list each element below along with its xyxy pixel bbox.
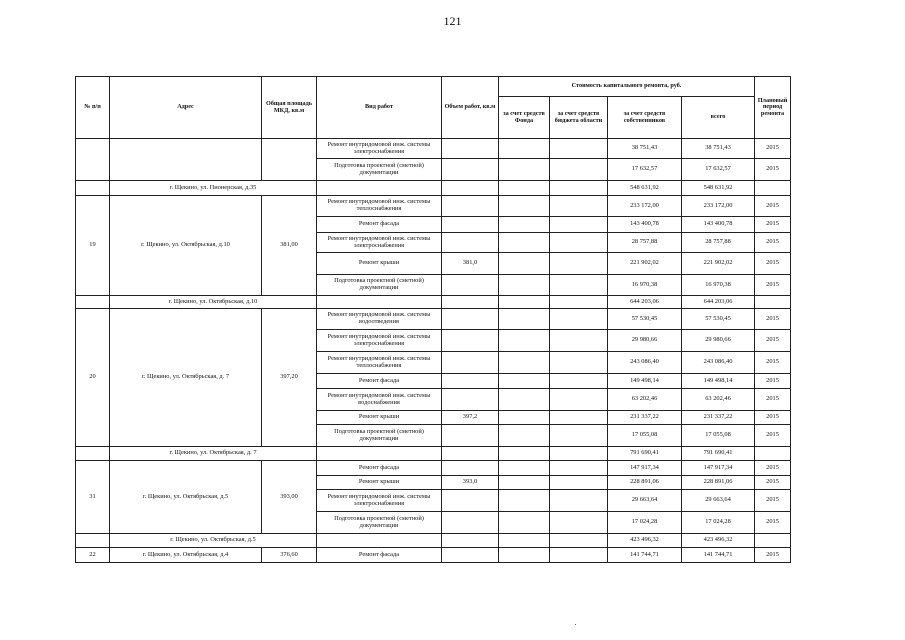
cell-total: 149 498,14: [682, 374, 755, 389]
header-budget: за счет средств бюджета области: [550, 97, 608, 139]
cell-owners: 143 400,78: [608, 217, 682, 233]
cell-work: Ремонт внутридомовой инж. системы электроснабжения: [317, 139, 442, 159]
cell-num: [76, 534, 110, 548]
cell-budget: [550, 447, 608, 461]
cell-fund: [499, 352, 550, 374]
cell-area: 397,20: [262, 309, 317, 447]
cell-budget: [550, 196, 608, 217]
cell-volume: [442, 425, 499, 447]
cell-work: Подготовка проектной (сметной) документации: [317, 425, 442, 447]
table-row: [76, 461, 791, 476]
cell-fund: [499, 181, 550, 196]
cell-owners: 57 530,45: [608, 309, 682, 330]
cell-budget: [550, 461, 608, 476]
cell-total: 221 902,02: [682, 253, 755, 275]
cell-work: Подготовка проектной (сметной) документации: [317, 159, 442, 181]
cell-fund: [499, 253, 550, 275]
cell-budget: [550, 548, 608, 563]
cell-budget: [550, 330, 608, 352]
cell-work: [317, 296, 442, 309]
cell-area: [262, 139, 317, 181]
cell-address: г. Щекино, ул. Октябрьская, д.10: [110, 196, 262, 296]
header-volume: Объем работ, кв.м: [442, 77, 499, 139]
cell-period: 2015: [755, 330, 791, 352]
cell-owners: 17 024,28: [608, 512, 682, 534]
cell-total: 141 744,71: [682, 548, 755, 563]
header-owners: за счет средств собственников: [608, 97, 682, 139]
cell-volume: [442, 309, 499, 330]
table-row: [76, 139, 791, 159]
cell-period: 2015: [755, 352, 791, 374]
subtotal-address: г. Щекино, ул. Октябрьская, д.10: [110, 296, 317, 309]
cell-total: 57 530,45: [682, 309, 755, 330]
header-num: № п/п: [76, 77, 110, 139]
cell-budget: [550, 181, 608, 196]
header-period: Плановый период ремонта: [755, 77, 791, 139]
cell-volume: [442, 374, 499, 389]
cell-fund: [499, 217, 550, 233]
cell-budget: [550, 476, 608, 490]
cell-fund: [499, 296, 550, 309]
cell-budget: [550, 425, 608, 447]
scan-speck: [575, 624, 576, 625]
header-total: всего: [682, 97, 755, 139]
cell-fund: [499, 196, 550, 217]
cell-num: 31: [76, 461, 110, 534]
subtotal-row: [76, 296, 791, 309]
cell-total: 228 891,06: [682, 476, 755, 490]
cell-period: 2015: [755, 490, 791, 512]
cell-volume: 381,0: [442, 253, 499, 275]
cell-total: 38 751,43: [682, 139, 755, 159]
cell-volume: [442, 461, 499, 476]
cell-period: 2015: [755, 309, 791, 330]
cell-volume: [442, 447, 499, 461]
subtotal-row: [76, 181, 791, 196]
subtotal-total: 423 496,32: [682, 534, 755, 548]
cell-period: [755, 447, 791, 461]
cell-volume: 393,0: [442, 476, 499, 490]
cell-budget: [550, 296, 608, 309]
cell-owners: 29 980,66: [608, 330, 682, 352]
cell-fund: [499, 139, 550, 159]
cell-total: 233 172,00: [682, 196, 755, 217]
cell-owners: 17 055,08: [608, 425, 682, 447]
cell-budget: [550, 374, 608, 389]
cell-budget: [550, 217, 608, 233]
cell-volume: [442, 548, 499, 563]
cell-area: 376,60: [262, 548, 317, 563]
table-row: [76, 309, 791, 330]
subtotal-owners: 423 496,32: [608, 534, 682, 548]
cell-total: 17 632,57: [682, 159, 755, 181]
cell-fund: [499, 548, 550, 563]
cell-num: [76, 447, 110, 461]
cell-address: г. Щекино, ул. Октябрьская, д.5: [110, 461, 262, 534]
cell-fund: [499, 159, 550, 181]
cell-fund: [499, 476, 550, 490]
cell-work: Ремонт внутридомовой инж. системы водоотведения: [317, 309, 442, 330]
subtotal-row: [76, 447, 791, 461]
cell-period: 2015: [755, 548, 791, 563]
cell-owners: 221 902,02: [608, 253, 682, 275]
page-number: 121: [443, 14, 462, 28]
header-cost-group: Стоимость капитального ремонта, руб.: [499, 77, 755, 97]
cell-fund: [499, 411, 550, 425]
cell-work: Подготовка проектной (сметной) документации: [317, 275, 442, 296]
repair-cost-table: [75, 76, 791, 563]
cell-owners: 228 891,06: [608, 476, 682, 490]
cell-period: 2015: [755, 139, 791, 159]
cell-num: 19: [76, 196, 110, 296]
cell-volume: [442, 139, 499, 159]
cell-total: 17 024,28: [682, 512, 755, 534]
cell-total: 63 202,46: [682, 389, 755, 411]
cell-fund: [499, 233, 550, 253]
table-row: [76, 548, 791, 563]
cell-work: Ремонт фасада: [317, 217, 442, 233]
cell-owners: 233 172,00: [608, 196, 682, 217]
cell-period: 2015: [755, 512, 791, 534]
cell-work: Ремонт фасада: [317, 461, 442, 476]
cell-total: 17 055,08: [682, 425, 755, 447]
cell-work: Ремонт крыши: [317, 476, 442, 490]
cell-work: Ремонт внутридомовой инж. системы электроснабжения: [317, 490, 442, 512]
cell-work: Ремонт фасада: [317, 548, 442, 563]
cell-period: [755, 296, 791, 309]
cell-owners: 38 751,43: [608, 139, 682, 159]
cell-owners: 28 757,88: [608, 233, 682, 253]
cell-work: Ремонт внутридомовой инж. системы водоснабжения: [317, 389, 442, 411]
cell-total: 28 757,88: [682, 233, 755, 253]
cell-owners: 16 970,38: [608, 275, 682, 296]
cell-fund: [499, 534, 550, 548]
header-fund: за счет средств Фонда: [499, 97, 550, 139]
cell-budget: [550, 275, 608, 296]
header-address: Адрес: [110, 77, 262, 139]
cell-budget: [550, 233, 608, 253]
cell-work: Ремонт внутридомовой инж. системы электроснабжения: [317, 233, 442, 253]
cell-address: г. Щекино, ул. Октябрьская, д. 7: [110, 309, 262, 447]
cell-period: 2015: [755, 275, 791, 296]
cell-budget: [550, 512, 608, 534]
subtotal-owners: 644 203,06: [608, 296, 682, 309]
cell-budget: [550, 253, 608, 275]
cell-fund: [499, 447, 550, 461]
cell-num: [76, 296, 110, 309]
cell-fund: [499, 330, 550, 352]
cell-budget: [550, 159, 608, 181]
cell-owners: 149 498,14: [608, 374, 682, 389]
cell-volume: [442, 352, 499, 374]
cell-num: 20: [76, 309, 110, 447]
cell-budget: [550, 490, 608, 512]
cell-owners: 243 086,40: [608, 352, 682, 374]
cell-total: 29 980,66: [682, 330, 755, 352]
cell-num: [76, 139, 110, 181]
cell-fund: [499, 425, 550, 447]
header-area: Общая площадь МКД, кв.м: [262, 77, 317, 139]
cell-volume: [442, 181, 499, 196]
cell-area: 393,00: [262, 461, 317, 534]
cell-budget: [550, 139, 608, 159]
cell-fund: [499, 490, 550, 512]
cell-total: 243 086,40: [682, 352, 755, 374]
cell-total: 143 400,78: [682, 217, 755, 233]
cell-volume: [442, 159, 499, 181]
cell-address: [110, 139, 262, 181]
cell-owners: 147 917,34: [608, 461, 682, 476]
header-row-top: [76, 77, 791, 97]
cell-volume: 397,2: [442, 411, 499, 425]
cell-budget: [550, 534, 608, 548]
cell-work: Ремонт внутридомовой инж. системы теплоснабжения: [317, 352, 442, 374]
cell-owners: 141 744,71: [608, 548, 682, 563]
cell-owners: 231 337,22: [608, 411, 682, 425]
cell-num: [76, 181, 110, 196]
cell-period: 2015: [755, 233, 791, 253]
cell-work: Ремонт внутридомовой инж. системы теплоснабжения: [317, 196, 442, 217]
cell-period: 2015: [755, 196, 791, 217]
subtotal-total: 791 690,41: [682, 447, 755, 461]
cell-total: 29 663,64: [682, 490, 755, 512]
cell-period: 2015: [755, 217, 791, 233]
cell-num: 22: [76, 548, 110, 563]
cell-fund: [499, 389, 550, 411]
cell-work: [317, 534, 442, 548]
cell-budget: [550, 309, 608, 330]
cell-period: 2015: [755, 374, 791, 389]
cell-fund: [499, 461, 550, 476]
cell-work: Ремонт крыши: [317, 253, 442, 275]
cell-total: 147 917,34: [682, 461, 755, 476]
cell-volume: [442, 389, 499, 411]
cell-budget: [550, 352, 608, 374]
cell-total: 231 337,22: [682, 411, 755, 425]
cell-volume: [442, 490, 499, 512]
subtotal-address: г. Щекино, ул. Октябрьская, д. 7: [110, 447, 317, 461]
cell-fund: [499, 309, 550, 330]
cell-period: 2015: [755, 253, 791, 275]
cell-period: 2015: [755, 159, 791, 181]
cell-total: 16 970,38: [682, 275, 755, 296]
subtotal-owners: 548 631,92: [608, 181, 682, 196]
cell-period: 2015: [755, 461, 791, 476]
cell-owners: 63 202,46: [608, 389, 682, 411]
cell-budget: [550, 411, 608, 425]
cell-address: г. Щекино, ул. Октябрьская, д.4: [110, 548, 262, 563]
cell-owners: 29 663,64: [608, 490, 682, 512]
cell-volume: [442, 233, 499, 253]
cell-period: [755, 534, 791, 548]
cell-volume: [442, 196, 499, 217]
subtotal-address: г. Щекино, ул. Пионерская, д.35: [110, 181, 317, 196]
cell-owners: 17 632,57: [608, 159, 682, 181]
subtotal-row: [76, 534, 791, 548]
cell-area: 381,00: [262, 196, 317, 296]
cell-work: Ремонт крыши: [317, 411, 442, 425]
cell-period: 2015: [755, 425, 791, 447]
subtotal-address: г. Щекино, ул. Октябрьская, д.5: [110, 534, 317, 548]
cell-period: 2015: [755, 476, 791, 490]
cell-volume: [442, 512, 499, 534]
cell-volume: [442, 534, 499, 548]
cell-budget: [550, 389, 608, 411]
header-work: Вид работ: [317, 77, 442, 139]
subtotal-total: 644 203,06: [682, 296, 755, 309]
subtotal-total: 548 631,92: [682, 181, 755, 196]
cell-period: 2015: [755, 411, 791, 425]
cell-volume: [442, 275, 499, 296]
cell-period: 2015: [755, 389, 791, 411]
cell-fund: [499, 374, 550, 389]
cell-volume: [442, 296, 499, 309]
cell-work: [317, 181, 442, 196]
subtotal-owners: 791 690,41: [608, 447, 682, 461]
cell-work: Подготовка проектной (сметной) документации: [317, 512, 442, 534]
cell-fund: [499, 512, 550, 534]
cell-work: [317, 447, 442, 461]
cell-work: Ремонт фасада: [317, 374, 442, 389]
cell-volume: [442, 217, 499, 233]
cell-period: [755, 181, 791, 196]
table-row: [76, 196, 791, 217]
cell-work: Ремонт внутридомовой инж. системы электроснабжения: [317, 330, 442, 352]
cell-volume: [442, 330, 499, 352]
cell-fund: [499, 275, 550, 296]
